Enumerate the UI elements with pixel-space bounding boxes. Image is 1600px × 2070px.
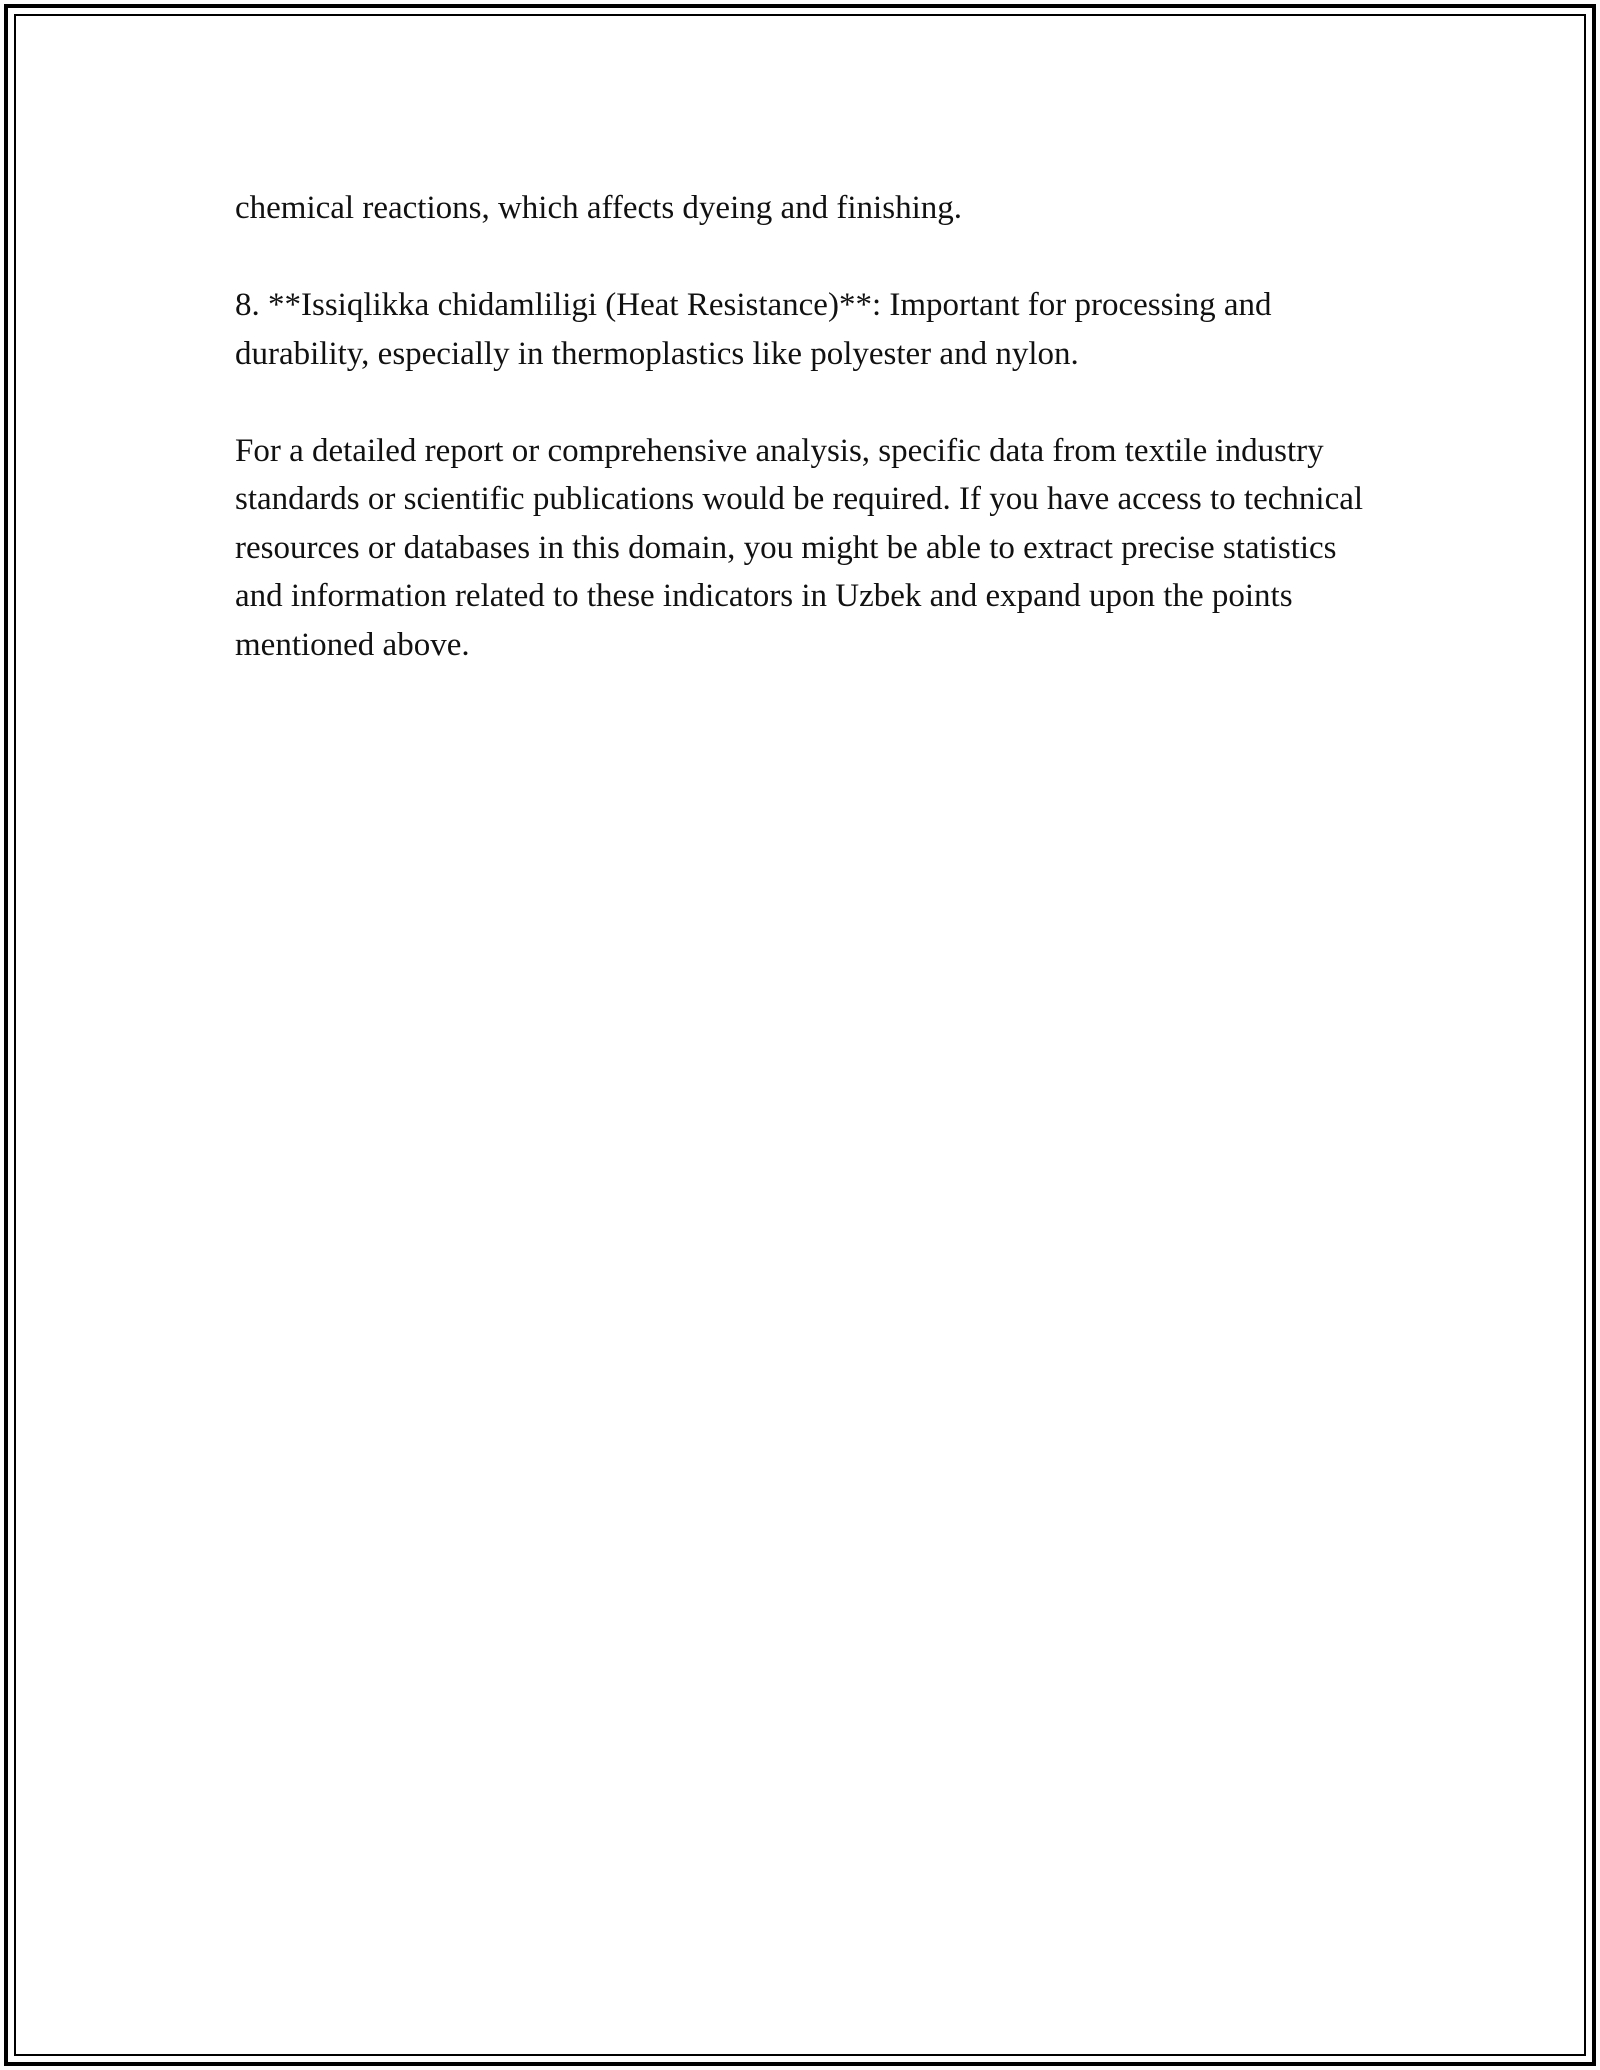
paragraph-conclusion: For a detailed report or comprehensive analysis, specific data from textile industry standards or scientific publications would be required. If you have access to technical resources or databases in this domain, you might be able to extract precise statistics and information related to these indicators in Uzbek and expand upon the points mentioned above. — [235, 432, 1364, 663]
paragraph-continuation: chemical reactions, which affects dyeing and finishing. — [235, 190, 962, 226]
paragraph-heat-resistance: 8. **Issiqlikka chidamliligi (Heat Resistance)**: Important for processing and durability, especially in thermoplastics like polyester and nylon. — [235, 287, 1272, 372]
document-body — [235, 184, 1365, 718]
